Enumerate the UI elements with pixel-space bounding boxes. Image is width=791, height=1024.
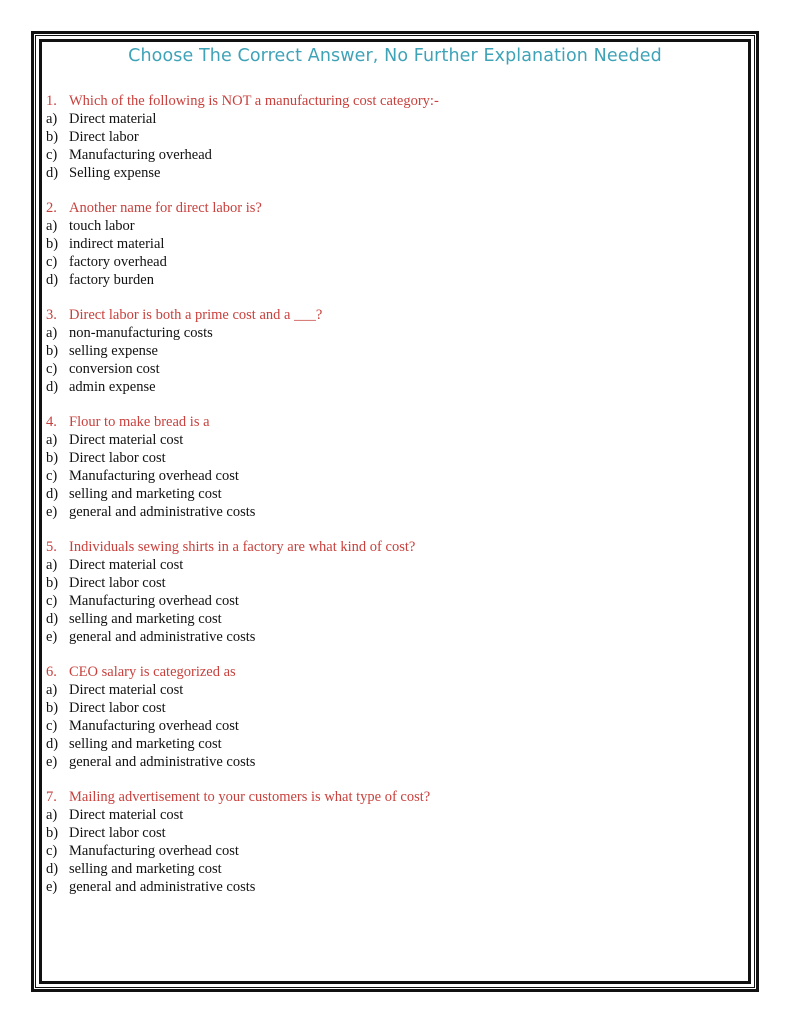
question-prompt: Another name for direct labor is? — [69, 200, 262, 216]
option-text: Direct labor — [69, 129, 139, 145]
option-label: e) — [46, 879, 58, 895]
question-prompt: Individuals sewing shirts in a factory are what kind of cost? — [69, 539, 416, 555]
option-text: selling and marketing cost — [69, 611, 222, 627]
option-label: a) — [46, 557, 58, 573]
option-label: d) — [46, 611, 59, 627]
option-text: general and administrative costs — [69, 879, 256, 895]
question-4 — [46, 413, 736, 521]
answer-option[interactable] — [46, 253, 736, 271]
option-text: selling and marketing cost — [69, 486, 222, 502]
option-text: Manufacturing overhead cost — [69, 593, 239, 609]
question-number: 2. — [46, 200, 57, 216]
answer-option[interactable] — [46, 110, 736, 128]
page-title: Choose The Correct Answer, No Further Explanation Needed — [128, 46, 662, 66]
answer-option[interactable] — [46, 628, 736, 646]
answer-option[interactable] — [46, 467, 736, 485]
option-text: Direct material cost — [69, 432, 184, 448]
answer-option[interactable] — [46, 735, 736, 753]
option-label: b) — [46, 236, 59, 252]
option-label: e) — [46, 629, 58, 645]
option-label: c) — [46, 147, 58, 163]
option-label: a) — [46, 807, 58, 823]
option-label: c) — [46, 593, 58, 609]
option-label: b) — [46, 450, 59, 466]
answer-option[interactable] — [46, 681, 736, 699]
option-label: d) — [46, 486, 59, 502]
option-text: general and administrative costs — [69, 754, 256, 770]
option-label: a) — [46, 325, 58, 341]
question-number: 4. — [46, 414, 57, 430]
option-text: Manufacturing overhead cost — [69, 718, 239, 734]
option-text: general and administrative costs — [69, 629, 256, 645]
option-label: d) — [46, 272, 59, 288]
question-number: 5. — [46, 539, 57, 555]
answer-option[interactable] — [46, 574, 736, 592]
question-1 — [46, 92, 736, 182]
option-text: selling and marketing cost — [69, 861, 222, 877]
answer-option[interactable] — [46, 699, 736, 717]
answer-option[interactable] — [46, 146, 736, 164]
option-label: a) — [46, 432, 58, 448]
question-5 — [46, 538, 736, 646]
answer-option[interactable] — [46, 164, 736, 182]
option-text: Direct material — [69, 111, 157, 127]
question-text — [46, 538, 736, 556]
answer-option[interactable] — [46, 324, 736, 342]
option-text: Direct labor cost — [69, 700, 166, 716]
answer-option[interactable] — [46, 878, 736, 896]
answer-option[interactable] — [46, 503, 736, 521]
question-number: 6. — [46, 664, 57, 680]
option-text: conversion cost — [69, 361, 160, 377]
option-label: e) — [46, 754, 58, 770]
option-label: b) — [46, 575, 59, 591]
option-label: e) — [46, 504, 58, 520]
answer-option[interactable] — [46, 860, 736, 878]
question-prompt: Mailing advertisement to your customers is what type of cost? — [69, 789, 431, 805]
option-text: indirect material — [69, 236, 165, 252]
answer-option[interactable] — [46, 449, 736, 467]
option-label: a) — [46, 682, 58, 698]
option-text: Manufacturing overhead — [69, 147, 212, 163]
option-label: d) — [46, 165, 59, 181]
option-text: Manufacturing overhead cost — [69, 468, 239, 484]
answer-option[interactable] — [46, 717, 736, 735]
question-text — [46, 306, 736, 324]
question-6 — [46, 663, 736, 771]
question-text — [46, 199, 736, 217]
option-text: Direct material cost — [69, 682, 184, 698]
answer-option[interactable] — [46, 128, 736, 146]
option-label: b) — [46, 343, 59, 359]
option-text: touch labor — [69, 218, 135, 234]
option-label: d) — [46, 379, 59, 395]
option-label: c) — [46, 843, 58, 859]
question-number: 7. — [46, 789, 57, 805]
question-7 — [46, 788, 736, 896]
option-text: non-manufacturing costs — [69, 325, 213, 341]
option-text: general and administrative costs — [69, 504, 256, 520]
option-text: Direct labor cost — [69, 825, 166, 841]
question-list — [46, 92, 736, 913]
option-text: factory overhead — [69, 254, 167, 270]
answer-option[interactable] — [46, 431, 736, 449]
answer-option[interactable] — [46, 592, 736, 610]
answer-option[interactable] — [46, 753, 736, 771]
option-text: selling and marketing cost — [69, 736, 222, 752]
answer-option[interactable] — [46, 610, 736, 628]
answer-option[interactable] — [46, 378, 736, 396]
question-number: 1. — [46, 93, 57, 109]
option-label: b) — [46, 129, 59, 145]
option-label: a) — [46, 111, 58, 127]
question-text — [46, 663, 736, 681]
option-text: Direct material cost — [69, 557, 184, 573]
option-label: c) — [46, 468, 58, 484]
option-label: c) — [46, 718, 58, 734]
answer-option[interactable] — [46, 271, 736, 289]
option-text: Direct material cost — [69, 807, 184, 823]
answer-option[interactable] — [46, 842, 736, 860]
question-prompt: CEO salary is categorized as — [69, 664, 236, 680]
answer-option[interactable] — [46, 342, 736, 360]
option-label: c) — [46, 361, 58, 377]
option-label: d) — [46, 861, 59, 877]
option-text: factory burden — [69, 272, 154, 288]
option-text: Direct labor cost — [69, 450, 166, 466]
answer-option[interactable] — [46, 217, 736, 235]
option-text: admin expense — [69, 379, 156, 395]
option-text: Selling expense — [69, 165, 161, 181]
question-number: 3. — [46, 307, 57, 323]
question-text — [46, 413, 736, 431]
question-prompt: Direct labor is both a prime cost and a ___? — [69, 307, 323, 323]
option-text: selling expense — [69, 343, 158, 359]
question-prompt: Which of the following is NOT a manufacturing cost category:- — [69, 93, 439, 109]
option-label: d) — [46, 736, 59, 752]
option-label: b) — [46, 700, 59, 716]
question-2 — [46, 199, 736, 289]
answer-option[interactable] — [46, 556, 736, 574]
question-3 — [46, 306, 736, 396]
option-label: b) — [46, 825, 59, 841]
option-text: Manufacturing overhead cost — [69, 843, 239, 859]
question-prompt: Flour to make bread is a — [69, 414, 210, 430]
option-label: c) — [46, 254, 58, 270]
answer-option[interactable] — [46, 360, 736, 378]
answer-option[interactable] — [46, 235, 736, 253]
answer-option[interactable] — [46, 485, 736, 503]
question-text — [46, 92, 736, 110]
answer-option[interactable] — [46, 806, 736, 824]
answer-option[interactable] — [46, 824, 736, 842]
option-text: Direct labor cost — [69, 575, 166, 591]
question-text — [46, 788, 736, 806]
option-label: a) — [46, 218, 58, 234]
